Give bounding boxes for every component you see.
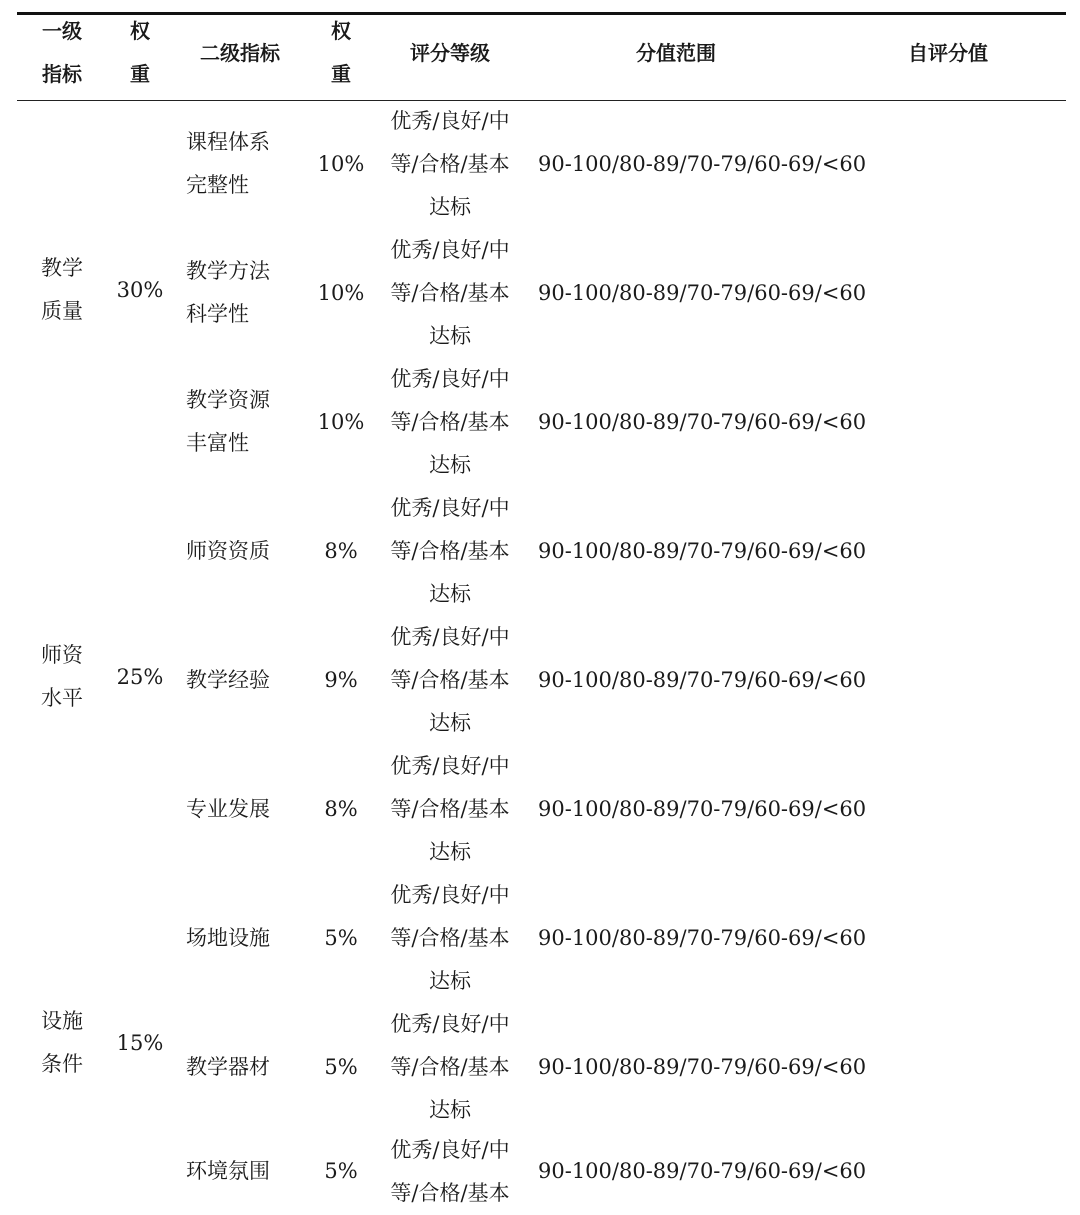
- grade-line2: 等/合格/基本: [390, 280, 510, 305]
- indicator-cell: 教学器材: [186, 1054, 270, 1079]
- indicator-weight: 10%: [317, 151, 365, 176]
- group-cell: [20, 634, 104, 720]
- group-weight: 30%: [116, 277, 164, 302]
- group-name-line2: 水平: [41, 686, 83, 710]
- score-range-cell: 90-100/80-89/70-79/60-69/<60: [538, 667, 867, 692]
- indicator-weight: 5%: [324, 1054, 358, 1079]
- indicator-cell: [186, 232, 306, 354]
- table-header-rule: [17, 100, 1066, 101]
- indicator-weight: 9%: [324, 667, 358, 692]
- grade-line3: 达标: [429, 323, 471, 348]
- indicator-weight: 8%: [324, 538, 358, 563]
- indicator-line2: 丰富性: [186, 431, 249, 455]
- grade-cell: [378, 490, 522, 612]
- grade-line2: 等/合格/基本: [390, 151, 510, 176]
- grade-line2: 等/合格/基本: [390, 1181, 510, 1205]
- score-range-cell: 90-100/80-89/70-79/60-69/<60: [538, 280, 867, 305]
- group-weight: 15%: [116, 1030, 164, 1055]
- grade-line1: 优秀/良好/中: [390, 237, 510, 262]
- header-self-score: 自评分值: [908, 40, 988, 65]
- header-weight1: [112, 10, 168, 96]
- score-range-cell: 90-100/80-89/70-79/60-69/<60: [538, 925, 867, 950]
- grade-line3: 达标: [429, 581, 471, 606]
- grade-line3: 达标: [429, 194, 471, 219]
- header-level1-line2: 指标: [42, 62, 82, 86]
- indicator-cell: [186, 361, 306, 483]
- header-score-range: 分值范围: [636, 40, 716, 65]
- header-level1-line1: 一级: [42, 19, 82, 43]
- group-name-line1: 设施: [41, 1009, 83, 1033]
- grade-line1: 优秀/良好/中: [390, 1011, 510, 1036]
- indicator-line1: 教学资源: [186, 388, 270, 412]
- header-grade: 评分等级: [410, 40, 490, 65]
- indicator-cell: 教学经验: [186, 667, 270, 692]
- header-weight2-line1: 权: [331, 19, 351, 43]
- grade-line3: 达标: [429, 1097, 471, 1122]
- grade-line2: 等/合格/基本: [390, 925, 510, 950]
- score-range-cell: 90-100/80-89/70-79/60-69/<60: [538, 409, 867, 434]
- indicator-cell: 环境氛围: [186, 1159, 270, 1183]
- indicator-line1: 教学方法: [186, 259, 270, 283]
- indicator-weight: 10%: [317, 409, 365, 434]
- header-level1: [22, 10, 102, 96]
- grade-line3: 达标: [429, 710, 471, 735]
- group-name-line1: 师资: [41, 643, 83, 667]
- indicator-cell: [186, 103, 306, 225]
- score-range-cell: 90-100/80-89/70-79/60-69/<60: [538, 1159, 867, 1183]
- indicator-cell: 专业发展: [186, 796, 270, 821]
- grade-line1: 优秀/良好/中: [390, 753, 510, 778]
- grade-cell: [378, 232, 522, 354]
- grade-line2: 等/合格/基本: [390, 1054, 510, 1079]
- group-name-line2: 质量: [41, 299, 83, 323]
- indicator-weight: 10%: [317, 280, 365, 305]
- grade-line2: 等/合格/基本: [390, 409, 510, 434]
- header-weight1-line1: 权: [130, 19, 150, 43]
- header-weight2: [312, 10, 370, 96]
- grade-cell: [378, 103, 522, 225]
- header-weight2-line2: 重: [331, 62, 351, 86]
- score-range-cell: 90-100/80-89/70-79/60-69/<60: [538, 796, 867, 821]
- indicator-line1: 课程体系: [186, 130, 270, 154]
- score-range-cell: 90-100/80-89/70-79/60-69/<60: [538, 1054, 867, 1079]
- score-range-cell: 90-100/80-89/70-79/60-69/<60: [538, 538, 867, 563]
- grade-cell: [378, 619, 522, 741]
- indicator-weight: 5%: [324, 925, 358, 950]
- header-weight1-line2: 重: [130, 62, 150, 86]
- grade-line1: 优秀/良好/中: [390, 1138, 510, 1162]
- grade-line1: 优秀/良好/中: [390, 882, 510, 907]
- grade-line2: 等/合格/基本: [390, 538, 510, 563]
- group-weight: 25%: [116, 664, 164, 689]
- grade-line2: 等/合格/基本: [390, 667, 510, 692]
- indicator-cell: 场地设施: [186, 925, 270, 950]
- header-level2: 二级指标: [200, 40, 280, 65]
- grade-cell: [378, 1006, 522, 1128]
- indicator-weight: 5%: [324, 1159, 358, 1183]
- grade-cell: [378, 1129, 522, 1215]
- group-name-line1: 教学: [41, 256, 83, 280]
- indicator-weight: 8%: [324, 796, 358, 821]
- grade-line1: 优秀/良好/中: [390, 624, 510, 649]
- indicator-line2: 完整性: [186, 173, 249, 197]
- grade-line1: 优秀/良好/中: [390, 495, 510, 520]
- grade-cell: [378, 877, 522, 999]
- grade-line3: 达标: [429, 968, 471, 993]
- grade-cell: [378, 361, 522, 483]
- group-name-line2: 条件: [41, 1052, 83, 1076]
- indicator-cell: 师资资质: [186, 538, 270, 563]
- indicator-line2: 科学性: [186, 302, 249, 326]
- grade-cell: [378, 748, 522, 870]
- score-range-cell: 90-100/80-89/70-79/60-69/<60: [538, 151, 867, 176]
- grade-line3: 达标: [429, 452, 471, 477]
- group-cell: [20, 247, 104, 333]
- grade-line1: 优秀/良好/中: [390, 366, 510, 391]
- grade-line3: 达标: [429, 839, 471, 864]
- grade-line1: 优秀/良好/中: [390, 108, 510, 133]
- grade-line2: 等/合格/基本: [390, 796, 510, 821]
- group-cell: [20, 1000, 104, 1086]
